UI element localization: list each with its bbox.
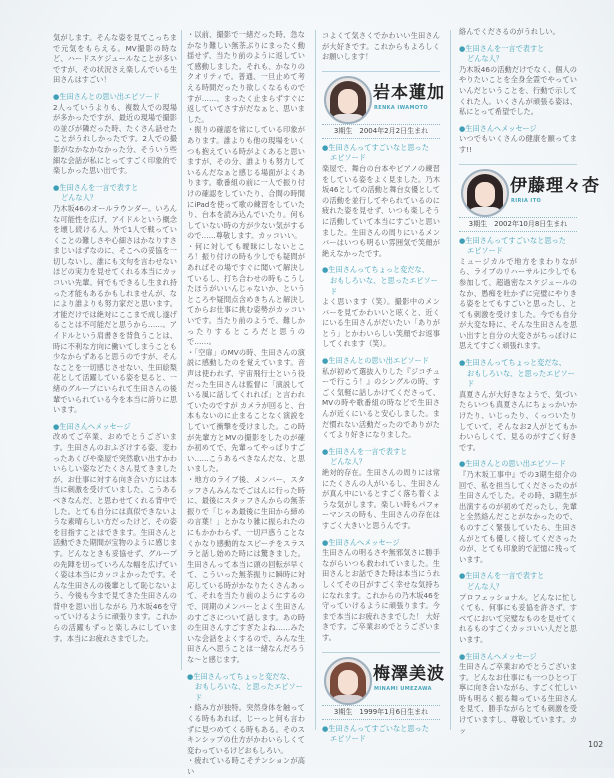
answer-text: ・振りの確認を常にしている印象があります。誰よりも他の現場をいくつも抱えている時がよくあると思いますが、その分、誰よりも努力しているんだなぁと感じる場面がよくあります。歌番組の前に一人で振り付けの確認をしていたり、合間の時間にiPadを使って歌の練習をしていたり、台本を読み込んでいたり。何もしていない時の方が少ない気がするので……尊敬します。カッコいい。 [187,125,305,241]
member-photo [461,169,509,217]
question-heading: ●生田さんを一言で表すと どんな人？ [322,446,408,467]
answer-text: ミュージカルで地方をまわりながら、ライブのリハーサルに少しでも参加して、超過密なスケジュールのなか、愚痴を吐かずに完璧にやりきる姿をとてもすごいと思ったし、とても刺激を受けました。今でも自分が大変な時に、そんな生田さんを思い出すと自分の大変さがちっぽけに思えてすごく頑張れます。 [459,256,577,351]
answer-text: 気がします。そんな姿を見てこっちまで元気をもらえる。MV撮影の時など、ハードスケジュールなことが多いですが、その状況さえ楽しんでいる生田さんはすごい！ [53,33,177,85]
answer-text: コよくて気さくでかわいい生田さんが大好きです。これからもよろしくお願いします！ [322,31,440,62]
answer-text: 絡んでくださるのがうれしい。 [459,27,560,36]
question-heading: ●生田さんへメッセージ [459,651,537,661]
profile-iwamoto [322,76,445,140]
dotted-divider [459,231,577,232]
answer-text: 乃木坂46の活動だけでなく、個人のやりたいことを全身全霊でやっていいんだということを、行動で示してくれた人。いくさんが頑張る姿は、私にとって希望でした。 [459,64,577,117]
profile-divider [459,164,577,165]
member-romaji: MINAMI UMEZAWA [374,685,432,692]
answer-text: 絶対的存在。生田さんの周りには常にたくさんの人がいるし、生田さんが真ん中にいるとすごく落ち着くような気がします。楽しい時もパフォーマンスの時も、生田さんの存在はすごく大きいと思うんです。 [322,468,440,530]
member-birth: 3期生 2002年10月8日生まれ [468,219,568,228]
dotted-divider [322,138,440,139]
dotted-divider [322,705,440,706]
question-heading: ●生田さんってちょっと変だな、 おもしろいな、と思ったエピソード [322,265,438,296]
column-divider [181,30,182,670]
member-romaji: RENKA IWAMOTO [374,104,429,111]
dotted-divider [322,719,440,720]
column-1 [53,0,177,644]
column-3 [322,0,445,745]
answer-text: ・疲れている時こそテンションが高い [187,756,305,776]
answer-text: ・絡み方が独特。突然身体を触ってくる時もあれば、じーっと何も言わずに見つめてくる時もある。そのスキンシップの仕方がかわいらしくて変わっているけどおもしろい。 [187,703,305,755]
answer-text: プロフェッショナル。どんなに忙しくても、何事にも妥協を許さず、すべてにおいて完璧なものを見せてくれるものすごくカッコいい人だと思います。 [459,592,577,644]
question-heading: ●生田さんへメッセージ [322,537,400,547]
dotted-divider [322,124,440,125]
answer-text: 改めてご卒業、おめでとうございます。生田さんのおふざけする姿、変わったあくびや楽屋で突然歌い出すかわいらしい姿などたくさん見てきましたが、お仕事に対する向き合い方には本当に刺激を受けていました。こうあるべきなんだ、と思わせてくれる背中でした。とても自分には真似できないような素晴らしい方だったけど、その姿を目指すことはできます。生田さんと活動できた期間が宝物のように感じます。どんなときも妥協せず、グループの先陣を切っていろんな幅を広げていく姿は本当にカッコよかったです。そんな生田さんの後輩として恥じないよう、今後も今まで見てきた生田さんの背中を思い出しながら 乃木坂46を守っていけるように頑張ります。これからの活躍もずっと楽しみにしています。本当にお疲れさまでした。 [53,432,177,643]
member-photo [324,657,372,705]
question-heading: ●生田さんを一言で表すと どんな人？ [459,43,545,64]
page-number: 102 [588,740,604,749]
question-heading: ●生田さんとの思い出エピソード [53,91,160,101]
question-heading: ●生田さんとの思い出エピソード [459,459,566,469]
answer-text: ・以前、撮影で一緒だった時、急なかなり難しい無茶ぶりにまったく動揺せず、当たり前のように返していて感動しました。それも、かなりのクオリティで。普通、一旦止めて考える時間だったり欲しくなるものですが……、まったく止まらずすぐに返していてさすがだなぁと、思いました。 [187,30,305,124]
question-heading: ●生田さんとの思い出エピソード [322,356,429,366]
answer-text: 真夏さんが大好きなようで、気づいたらいつも真夏さんにちょっかいかけたり、いじったり、くっついたりしていて、そんなお2人がとてもかわいらしくて、見るのがすごく好きです。 [459,389,577,452]
answer-text: 私が初めて選抜入りした『ジコチューで行こう！』のシングルの時、すごく気軽に話しかけてくださって、MVの時や歌番組の時などで生田さんが近くにいると安心しました。まだ慣れない活動だったのでありがたくてより好きになりました。 [322,366,440,440]
answer-text: よく思います（笑）。撮影中のメンバーを見てかわいいと呟くと、近くにいる生田さんがだいたい「ありがとう」とかわいらしい笑顔でお返事してくれます（笑）。 [322,297,440,349]
answer-text: 2人っていうよりも、複数人での現場が多かったですが、最近の現場で撮影の並びが隣だった時、たくさん話せたことがうれしかったです。2人での撮影がなかなかなかった分、そういう些細な会話が私にとってすごく印象的で楽しかった思い出です。 [53,102,177,176]
dotted-divider [459,217,577,218]
member-birth: 3期生 1999年1月6日生まれ [333,707,429,716]
member-name: 梅澤美波 [373,663,445,684]
question-heading: ●生田さんを一言で表すと どんな人？ [459,571,545,591]
question-heading: ●生田さんってちょっと変だな、 おもしろいな、と思ったエピソード [187,671,303,702]
answer-text: ・地方のライブ後、メンバー、スタッフさんみんなでごはんに行った時に、最後にスタッフさんからの無茶振りで「じゃあ最後に生田から締めの言葉！」とかなり雑に振られたのにもかかわらず、一切戸惑うことなくかなり感動的なスピーチをスラスラと話し始めた時には驚きました。生田さんって本当に頭の回転が早くて、こういった無茶振りに瞬時に対応している時がかなりたくさんあって、それを当たり前のようにするので、同期のメンバーとよく生田さんのすごさについて話します。あの時の生田さんすごすぎたよね……みたいな会話をよくするので、みんな生田さんへ思うことは一緒なんだろうな～と感じます。 [187,474,305,665]
answer-text: ・「空扉」のMVの時、生田さんの演説に感動したのを覚えています。音声は使われず、宇宙飛行士という役だった生田さんは監督に「演説している風に話してくれれば」と言われていたのですが カメラが回ると、台本もないのに止まることなく演説をしていて衝撃を受けました。この時が先輩方とMVの撮影をしたのが確か初めてで、先輩ってやっぱりすごい……こうあるべきなんだな、と思いました。 [187,347,305,474]
question-heading: ●生田さんってすごいなと思った エピソード [322,142,429,163]
column-divider [315,30,316,730]
profile-ito [459,169,600,233]
answer-text: 生田さんご卒業おめでとうございます。どんなお仕事にも一つひとつ丁寧に向き合いながら、すごく忙しい時も明るく振る舞っている生田さんを見て、勝手ながらとても刺激を受けていますし、尊敬しています。カッ [459,662,577,735]
answer-text: 楽屋で、舞台の台本やピアノの練習をしている姿をよく見ました。乃木坂46としての活動と舞台女優としての活動を並行してやられているのに疲れた姿を見せず、いつも楽しそうに活動していて本当にすごいと思いました。生田さんの周りにいるメンバーはいつも明るい雰囲気で笑顔が絶えなかったです。 [322,163,440,258]
answer-text: ・何に対しても曖昧にしないところ！振り付けの時も少しでも疑問があればその場ですぐに聞いて解決しているし、打ち合わせの時もこうしたほうがいいんじゃないか、というところや疑問点含めきちんと解決してからお仕事に挑む姿勢がカッコいいです。当たり前のようで、難しかったりするところだと思うので……。 [187,241,305,347]
question-heading: ●生田さんへメッセージ [53,421,131,431]
member-name: 伊藤理々杏 [510,175,600,196]
answer-text: いつでもいくさんの健康を願ってます!! [459,134,577,154]
question-heading: ●生田さんを一言で表すと どんな人？ [53,182,139,203]
member-birth: 3期生 2004年2月2日生まれ [333,126,429,135]
answer-text: 生田さんの明るさや無邪気さに勝手ながらいつも救われていました。生田さんとお話できた時は本当にうれしくてその日がすごく幸せな気持ちになれます。これからの乃木坂46を守っていけるように頑張ります。今まで本当にお疲れさまでした！ 大好きです。ご卒業おめでとうございます。 [322,548,440,642]
member-romaji: RIRIA ITO [511,197,542,204]
question-heading: ●生田さんってすごいなと思った エピソード [322,723,429,744]
question-heading: ●生田さんってちょっと変だな、 おもしろいな、と思ったエピソード [459,358,575,389]
member-name: 岩本蓮加 [373,82,445,103]
answer-text: 『乃木坂工事中』での3期生紹介の回で、私を担当してくださったのが生田さんでした。その時、3期生が出演するのが初めてだったし、先輩と全然絡んだことがなかったので、ものすごく緊張していたら、生田さんがとても優しく接してくださったのが、とても印象的で記憶に残っています。 [459,470,577,564]
profile-divider [322,71,440,72]
question-heading: ●生田さんってすごいなと思った エピソード [459,235,566,256]
profile-divider [322,652,440,653]
profile-umezawa [322,657,445,721]
answer-text: 乃木坂46のオールラウンダー。いろんな可能性を広げ、アイドルという概念を壊し続ける人。外で1人で戦っていくことの難しさや心細さはかなりすさまじいはずなのに、そこへの妥協を一切しないし、誰にも文句を言わせないほどの実力を見せてくれる本当にカッコいい先輩。何でもできるし生まれ持った才能もあるかもしれませんが、なにより誰よりも努力家だと思います。才能だけでは絶対にここまで成し遂げることは不可能だと思うから……。アイドルという肩書きを背負うことは、時に不利な方向に働いてしまうことも少なからずあると思うのですが、そんなことを一切感じさせない、生田絵梨花として活躍している姿を見ると、一緒のグループにいられて生田さんの後輩でいられている今を本当に誇りに思います。 [53,203,177,415]
column-2 [187,0,305,778]
question-heading: ●生田さんへメッセージ [459,123,537,133]
column-divider [450,30,451,730]
member-photo [324,76,372,124]
column-4 [459,0,600,736]
